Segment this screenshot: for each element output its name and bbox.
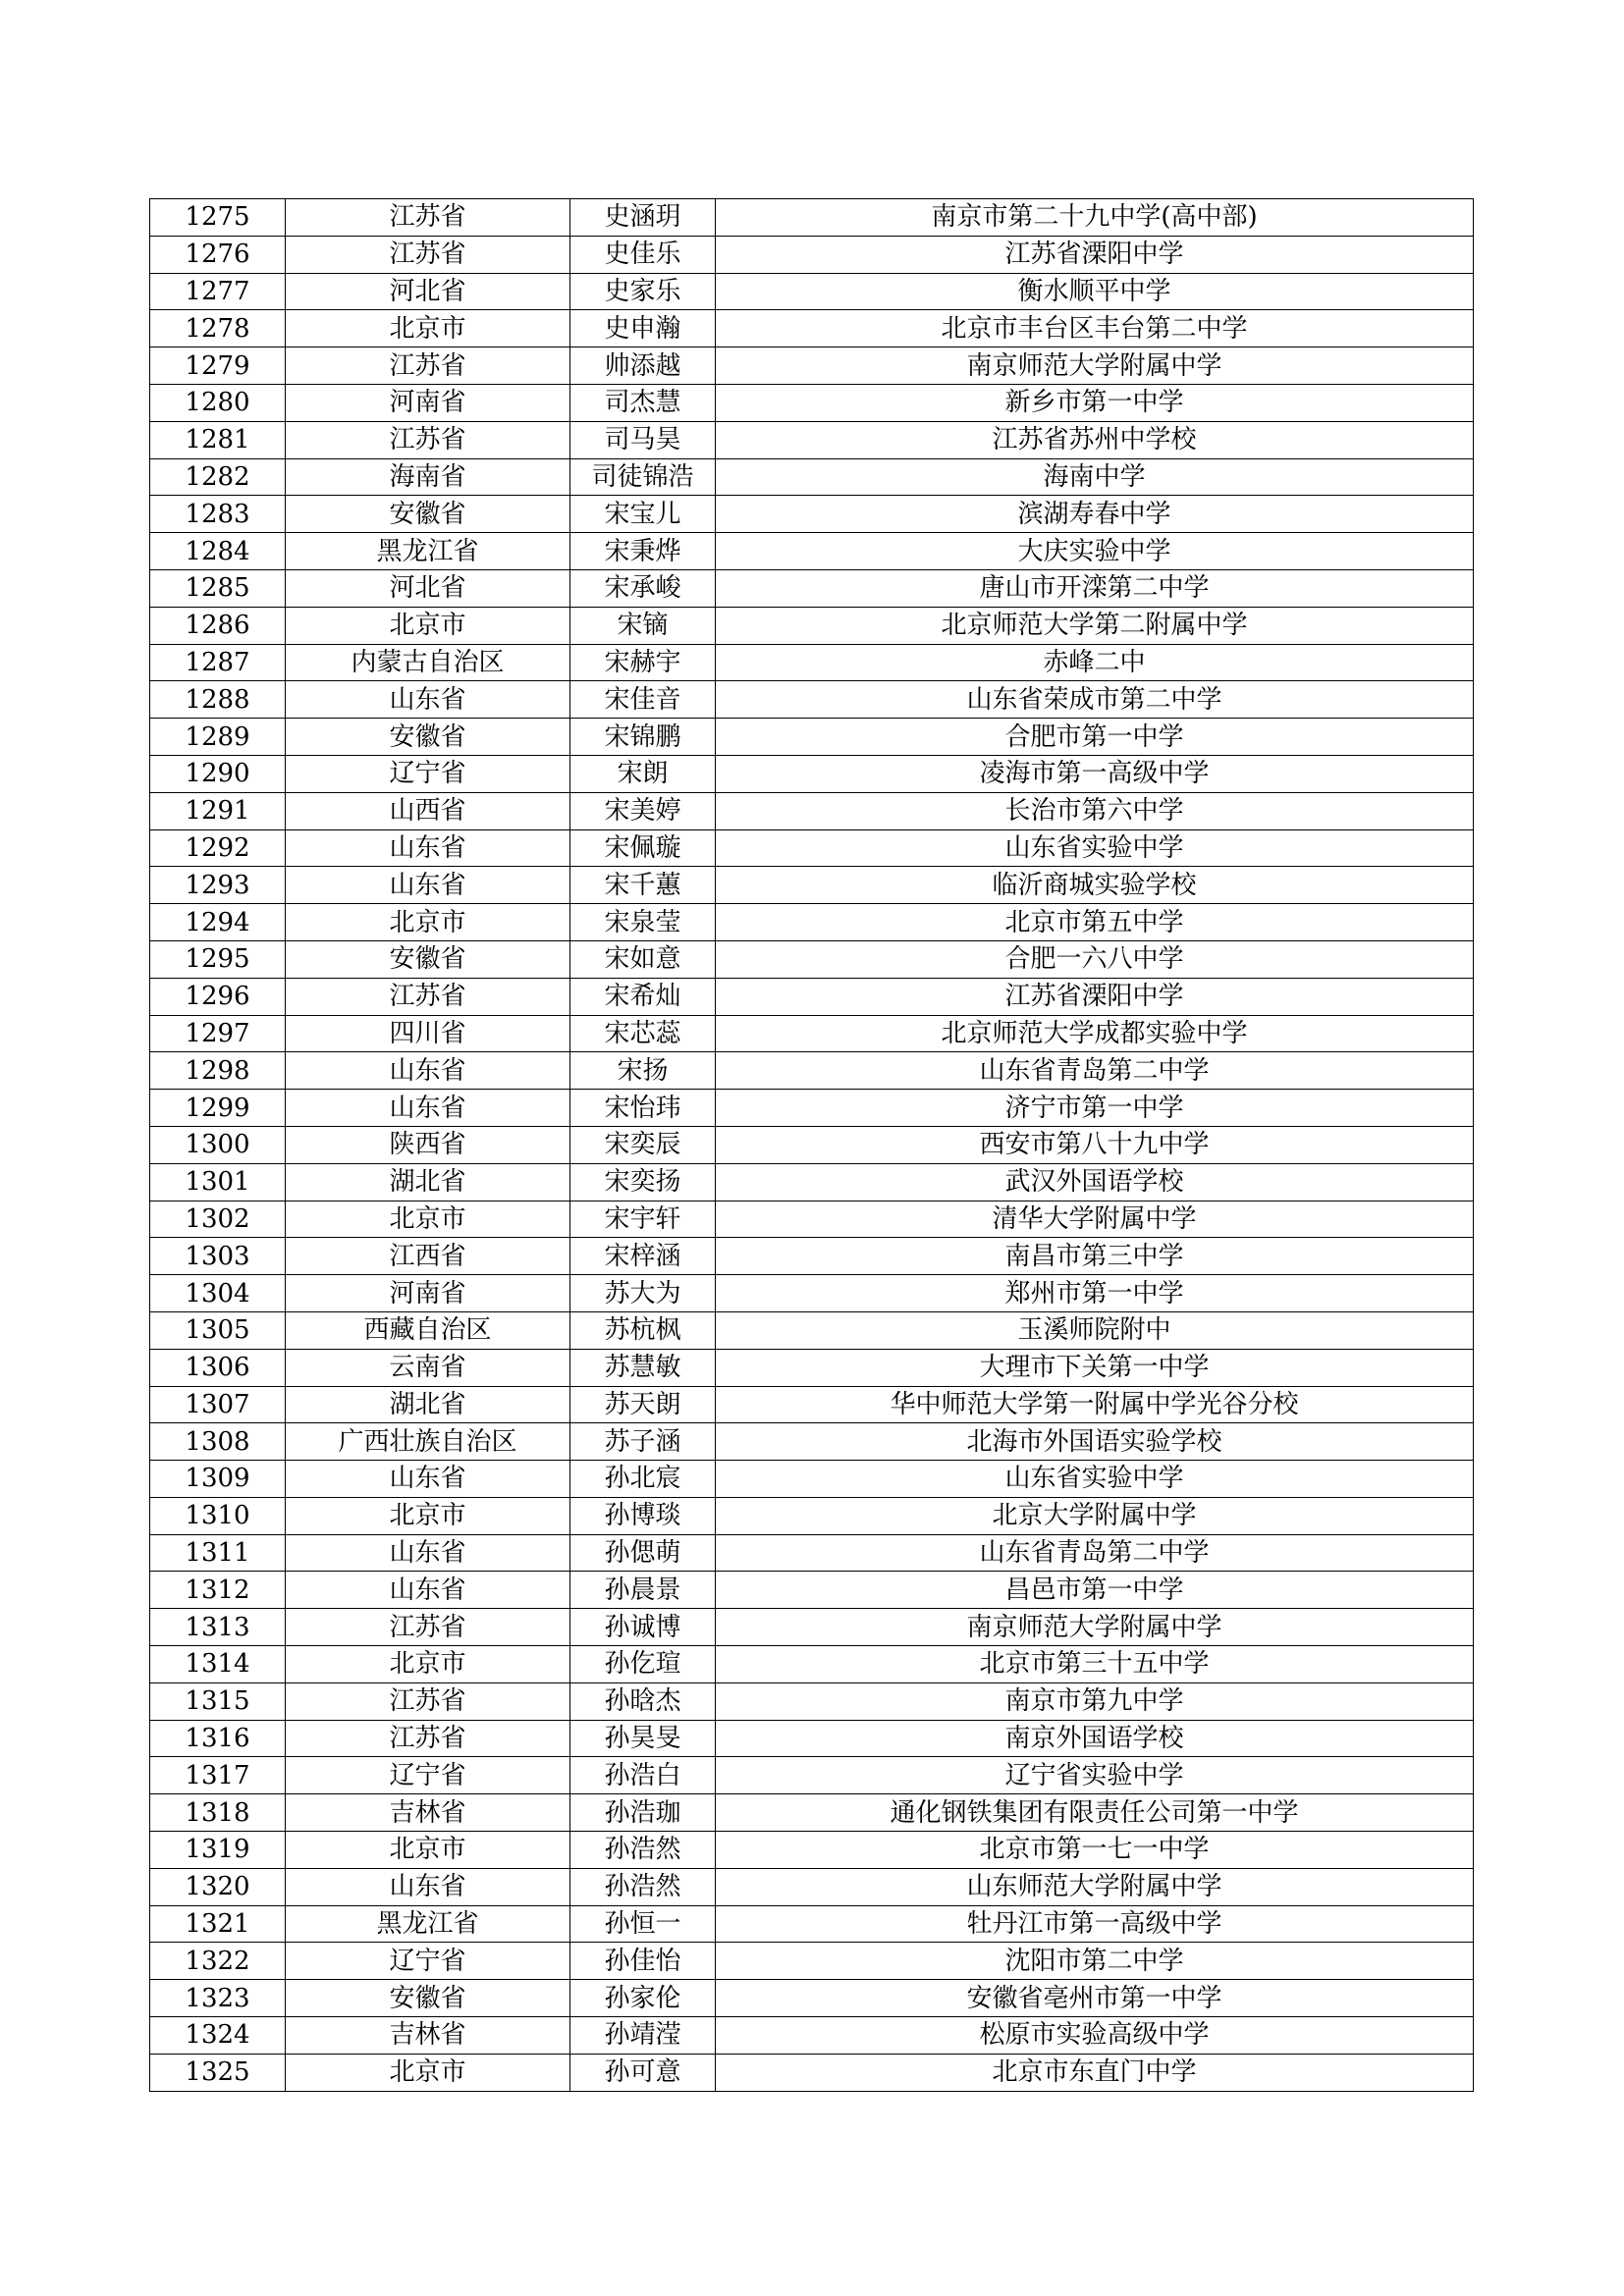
school-cell: 北京师范大学成都实验中学 [716, 1015, 1474, 1052]
student-name-cell: 孙浩然 [570, 1832, 716, 1869]
province-cell: 山西省 [286, 792, 570, 829]
row-number: 1308 [150, 1423, 286, 1461]
province-cell: 广西壮族自治区 [286, 1423, 570, 1461]
table-row [150, 533, 1474, 570]
school-cell: 郑州市第一中学 [716, 1275, 1474, 1312]
table-row [150, 1238, 1474, 1275]
row-number: 1313 [150, 1609, 286, 1646]
province-cell: 北京市 [286, 904, 570, 941]
row-number: 1314 [150, 1646, 286, 1683]
row-number: 1275 [150, 199, 286, 237]
province-cell: 江苏省 [286, 347, 570, 385]
province-cell: 吉林省 [286, 2017, 570, 2055]
student-name-cell: 宋泉莹 [570, 904, 716, 941]
table-row [150, 458, 1474, 496]
student-name-cell: 宋如意 [570, 940, 716, 978]
table-row [150, 347, 1474, 385]
row-number: 1294 [150, 904, 286, 941]
school-cell: 西安市第八十九中学 [716, 1126, 1474, 1163]
table-row [150, 1311, 1474, 1349]
province-cell: 北京市 [286, 1497, 570, 1534]
province-cell: 吉林省 [286, 1794, 570, 1832]
roster-body [150, 199, 1474, 2092]
student-name-cell: 孙晨景 [570, 1572, 716, 1609]
student-name-cell: 宋希灿 [570, 978, 716, 1015]
table-row [150, 1126, 1474, 1163]
student-name-cell: 宋宇轩 [570, 1201, 716, 1238]
row-number: 1323 [150, 1980, 286, 2017]
student-name-cell: 苏天朗 [570, 1386, 716, 1423]
row-number: 1284 [150, 533, 286, 570]
student-name-cell: 帅添越 [570, 347, 716, 385]
student-name-cell: 史涵玥 [570, 199, 716, 237]
province-cell: 辽宁省 [286, 1757, 570, 1794]
school-cell: 山东省实验中学 [716, 829, 1474, 867]
school-cell: 南京外国语学校 [716, 1720, 1474, 1757]
row-number: 1301 [150, 1163, 286, 1201]
province-cell: 山东省 [286, 1868, 570, 1905]
row-number: 1321 [150, 1905, 286, 1943]
student-name-cell: 苏杭枫 [570, 1311, 716, 1349]
table-row [150, 1609, 1474, 1646]
row-number: 1307 [150, 1386, 286, 1423]
row-number: 1319 [150, 1832, 286, 1869]
table-row [150, 1423, 1474, 1461]
row-number: 1303 [150, 1238, 286, 1275]
table-row [150, 1461, 1474, 1498]
row-number: 1285 [150, 569, 286, 607]
table-row [150, 1980, 1474, 2017]
student-name-cell: 宋秉烨 [570, 533, 716, 570]
row-number: 1309 [150, 1461, 286, 1498]
row-number: 1320 [150, 1868, 286, 1905]
table-row [150, 310, 1474, 347]
row-number: 1290 [150, 755, 286, 792]
province-cell: 江苏省 [286, 421, 570, 458]
school-cell: 南京市第二十九中学(高中部) [716, 199, 1474, 237]
province-cell: 河北省 [286, 273, 570, 310]
table-row [150, 1201, 1474, 1238]
school-cell: 合肥市第一中学 [716, 719, 1474, 756]
school-cell: 华中师范大学第一附属中学光谷分校 [716, 1386, 1474, 1423]
student-name-cell: 苏慧敏 [570, 1349, 716, 1386]
province-cell: 河南省 [286, 384, 570, 421]
student-name-cell: 司徒锦浩 [570, 458, 716, 496]
school-cell: 沈阳市第二中学 [716, 1943, 1474, 1980]
school-cell: 合肥一六八中学 [716, 940, 1474, 978]
province-cell: 安徽省 [286, 719, 570, 756]
province-cell: 山东省 [286, 1572, 570, 1609]
table-row [150, 829, 1474, 867]
table-row [150, 1682, 1474, 1720]
student-name-cell: 史佳乐 [570, 236, 716, 273]
school-cell: 山东省实验中学 [716, 1461, 1474, 1498]
student-name-cell: 宋佳音 [570, 681, 716, 719]
student-name-cell: 孙浩白 [570, 1757, 716, 1794]
student-name-cell: 孙偲萌 [570, 1534, 716, 1572]
province-cell: 山东省 [286, 829, 570, 867]
row-number: 1325 [150, 2054, 286, 2091]
table-row [150, 569, 1474, 607]
row-number: 1299 [150, 1090, 286, 1127]
row-number: 1293 [150, 867, 286, 904]
row-number: 1322 [150, 1943, 286, 1980]
province-cell: 云南省 [286, 1349, 570, 1386]
row-number: 1324 [150, 2017, 286, 2055]
student-name-cell: 宋宝儿 [570, 496, 716, 533]
school-cell: 北京师范大学第二附属中学 [716, 607, 1474, 644]
row-number: 1316 [150, 1720, 286, 1757]
student-name-cell: 孙博琰 [570, 1497, 716, 1534]
school-cell: 赤峰二中 [716, 644, 1474, 681]
row-number: 1295 [150, 940, 286, 978]
student-name-cell: 宋扬 [570, 1052, 716, 1090]
school-cell: 松原市实验高级中学 [716, 2017, 1474, 2055]
table-row [150, 1905, 1474, 1943]
row-number: 1296 [150, 978, 286, 1015]
student-name-cell: 孙靖滢 [570, 2017, 716, 2055]
school-cell: 通化钢铁集团有限责任公司第一中学 [716, 1794, 1474, 1832]
school-cell: 大理市下关第一中学 [716, 1349, 1474, 1386]
school-cell: 长治市第六中学 [716, 792, 1474, 829]
student-name-cell: 苏子涵 [570, 1423, 716, 1461]
table-row [150, 1497, 1474, 1534]
student-name-cell: 宋奕辰 [570, 1126, 716, 1163]
student-name-cell: 孙家伦 [570, 1980, 716, 2017]
row-number: 1276 [150, 236, 286, 273]
student-name-cell: 孙北宸 [570, 1461, 716, 1498]
province-cell: 山东省 [286, 1052, 570, 1090]
school-cell: 辽宁省实验中学 [716, 1757, 1474, 1794]
school-cell: 江苏省溧阳中学 [716, 978, 1474, 1015]
province-cell: 海南省 [286, 458, 570, 496]
row-number: 1292 [150, 829, 286, 867]
student-name-cell: 宋奕扬 [570, 1163, 716, 1201]
table-row [150, 1386, 1474, 1423]
student-name-cell: 宋承峻 [570, 569, 716, 607]
province-cell: 江苏省 [286, 1682, 570, 1720]
school-cell: 北京市第三十五中学 [716, 1646, 1474, 1683]
student-name-cell: 孙昊旻 [570, 1720, 716, 1757]
table-row [150, 681, 1474, 719]
student-name-cell: 宋怡玮 [570, 1090, 716, 1127]
school-cell: 山东省荣成市第二中学 [716, 681, 1474, 719]
table-row [150, 1757, 1474, 1794]
province-cell: 北京市 [286, 1646, 570, 1683]
table-row [150, 755, 1474, 792]
province-cell: 山东省 [286, 867, 570, 904]
row-number: 1289 [150, 719, 286, 756]
province-cell: 山东省 [286, 1461, 570, 1498]
province-cell: 安徽省 [286, 496, 570, 533]
row-number: 1305 [150, 1311, 286, 1349]
table-row [150, 421, 1474, 458]
student-name-cell: 宋千蕙 [570, 867, 716, 904]
table-row [150, 1832, 1474, 1869]
province-cell: 江西省 [286, 1238, 570, 1275]
table-row [150, 2054, 1474, 2091]
province-cell: 四川省 [286, 1015, 570, 1052]
school-cell: 北京市丰台区丰台第二中学 [716, 310, 1474, 347]
student-name-cell: 宋朗 [570, 755, 716, 792]
row-number: 1297 [150, 1015, 286, 1052]
row-number: 1310 [150, 1497, 286, 1534]
table-row [150, 904, 1474, 941]
table-row [150, 940, 1474, 978]
row-number: 1315 [150, 1682, 286, 1720]
province-cell: 西藏自治区 [286, 1311, 570, 1349]
school-cell: 滨湖寿春中学 [716, 496, 1474, 533]
school-cell: 济宁市第一中学 [716, 1090, 1474, 1127]
school-cell: 江苏省溧阳中学 [716, 236, 1474, 273]
school-cell: 山东省青岛第二中学 [716, 1534, 1474, 1572]
province-cell: 黑龙江省 [286, 533, 570, 570]
province-cell: 河南省 [286, 1275, 570, 1312]
student-name-cell: 苏大为 [570, 1275, 716, 1312]
student-name-cell: 孙佳怡 [570, 1943, 716, 1980]
province-cell: 安徽省 [286, 1980, 570, 2017]
student-name-cell: 司杰慧 [570, 384, 716, 421]
row-number: 1279 [150, 347, 286, 385]
province-cell: 内蒙古自治区 [286, 644, 570, 681]
table-row [150, 1572, 1474, 1609]
school-cell: 南京师范大学附属中学 [716, 347, 1474, 385]
table-row [150, 236, 1474, 273]
province-cell: 北京市 [286, 1832, 570, 1869]
school-cell: 北京市东直门中学 [716, 2054, 1474, 2091]
province-cell: 安徽省 [286, 940, 570, 978]
school-cell: 北京大学附属中学 [716, 1497, 1474, 1534]
school-cell: 江苏省苏州中学校 [716, 421, 1474, 458]
table-row [150, 384, 1474, 421]
province-cell: 河北省 [286, 569, 570, 607]
student-name-cell: 司马昊 [570, 421, 716, 458]
student-name-cell: 宋美婷 [570, 792, 716, 829]
row-number: 1282 [150, 458, 286, 496]
table-row [150, 867, 1474, 904]
student-name-cell: 宋赫宇 [570, 644, 716, 681]
province-cell: 山东省 [286, 1090, 570, 1127]
student-name-cell: 宋梓涵 [570, 1238, 716, 1275]
province-cell: 江苏省 [286, 978, 570, 1015]
table-row [150, 1349, 1474, 1386]
row-number: 1298 [150, 1052, 286, 1090]
table-row [150, 496, 1474, 533]
school-cell: 武汉外国语学校 [716, 1163, 1474, 1201]
province-cell: 山东省 [286, 1534, 570, 1572]
school-cell: 凌海市第一高级中学 [716, 755, 1474, 792]
table-row [150, 273, 1474, 310]
row-number: 1280 [150, 384, 286, 421]
row-number: 1281 [150, 421, 286, 458]
table-row [150, 1794, 1474, 1832]
school-cell: 昌邑市第一中学 [716, 1572, 1474, 1609]
school-cell: 临沂商城实验学校 [716, 867, 1474, 904]
roster-table [149, 198, 1474, 2092]
table-row [150, 644, 1474, 681]
student-name-cell: 史家乐 [570, 273, 716, 310]
student-name-cell: 史申瀚 [570, 310, 716, 347]
row-number: 1306 [150, 1349, 286, 1386]
student-name-cell: 孙浩然 [570, 1868, 716, 1905]
row-number: 1283 [150, 496, 286, 533]
school-cell: 南京师范大学附属中学 [716, 1609, 1474, 1646]
row-number: 1317 [150, 1757, 286, 1794]
province-cell: 山东省 [286, 681, 570, 719]
table-row [150, 1163, 1474, 1201]
school-cell: 唐山市开滦第二中学 [716, 569, 1474, 607]
province-cell: 辽宁省 [286, 755, 570, 792]
school-cell: 南京市第九中学 [716, 1682, 1474, 1720]
row-number: 1286 [150, 607, 286, 644]
row-number: 1318 [150, 1794, 286, 1832]
row-number: 1311 [150, 1534, 286, 1572]
table-row [150, 1943, 1474, 1980]
school-cell: 新乡市第一中学 [716, 384, 1474, 421]
row-number: 1278 [150, 310, 286, 347]
table-row [150, 1275, 1474, 1312]
province-cell: 辽宁省 [286, 1943, 570, 1980]
province-cell: 北京市 [286, 607, 570, 644]
school-cell: 牡丹江市第一高级中学 [716, 1905, 1474, 1943]
table-row [150, 1015, 1474, 1052]
province-cell: 江苏省 [286, 1609, 570, 1646]
province-cell: 湖北省 [286, 1163, 570, 1201]
row-number: 1300 [150, 1126, 286, 1163]
school-cell: 安徽省亳州市第一中学 [716, 1980, 1474, 2017]
province-cell: 江苏省 [286, 1720, 570, 1757]
province-cell: 北京市 [286, 310, 570, 347]
school-cell: 南昌市第三中学 [716, 1238, 1474, 1275]
table-row [150, 1868, 1474, 1905]
school-cell: 大庆实验中学 [716, 533, 1474, 570]
school-cell: 山东师范大学附属中学 [716, 1868, 1474, 1905]
table-row [150, 1052, 1474, 1090]
row-number: 1304 [150, 1275, 286, 1312]
table-row [150, 978, 1474, 1015]
school-cell: 北京市第五中学 [716, 904, 1474, 941]
table-row [150, 1646, 1474, 1683]
student-name-cell: 孙诚博 [570, 1609, 716, 1646]
table-row [150, 719, 1474, 756]
province-cell: 湖北省 [286, 1386, 570, 1423]
school-cell: 北海市外国语实验学校 [716, 1423, 1474, 1461]
student-name-cell: 宋芯蕊 [570, 1015, 716, 1052]
school-cell: 山东省青岛第二中学 [716, 1052, 1474, 1090]
student-name-cell: 宋锦鹏 [570, 719, 716, 756]
table-row [150, 792, 1474, 829]
school-cell: 玉溪师院附中 [716, 1311, 1474, 1349]
school-cell: 海南中学 [716, 458, 1474, 496]
student-name-cell: 孙晗杰 [570, 1682, 716, 1720]
table-row [150, 2017, 1474, 2055]
student-name-cell: 孙恒一 [570, 1905, 716, 1943]
row-number: 1288 [150, 681, 286, 719]
table-row [150, 1090, 1474, 1127]
student-name-cell: 孙仡瑄 [570, 1646, 716, 1683]
school-cell: 衡水顺平中学 [716, 273, 1474, 310]
province-cell: 北京市 [286, 2054, 570, 2091]
province-cell: 北京市 [286, 1201, 570, 1238]
student-name-cell: 宋镝 [570, 607, 716, 644]
province-cell: 江苏省 [286, 199, 570, 237]
table-row [150, 1720, 1474, 1757]
province-cell: 江苏省 [286, 236, 570, 273]
table-row [150, 199, 1474, 237]
row-number: 1302 [150, 1201, 286, 1238]
row-number: 1287 [150, 644, 286, 681]
school-cell: 北京市第一七一中学 [716, 1832, 1474, 1869]
student-name-cell: 宋佩璇 [570, 829, 716, 867]
province-cell: 黑龙江省 [286, 1905, 570, 1943]
table-row [150, 1534, 1474, 1572]
row-number: 1291 [150, 792, 286, 829]
student-name-cell: 孙浩珈 [570, 1794, 716, 1832]
student-name-cell: 孙可意 [570, 2054, 716, 2091]
table-row [150, 607, 1474, 644]
row-number: 1312 [150, 1572, 286, 1609]
row-number: 1277 [150, 273, 286, 310]
province-cell: 陕西省 [286, 1126, 570, 1163]
school-cell: 清华大学附属中学 [716, 1201, 1474, 1238]
